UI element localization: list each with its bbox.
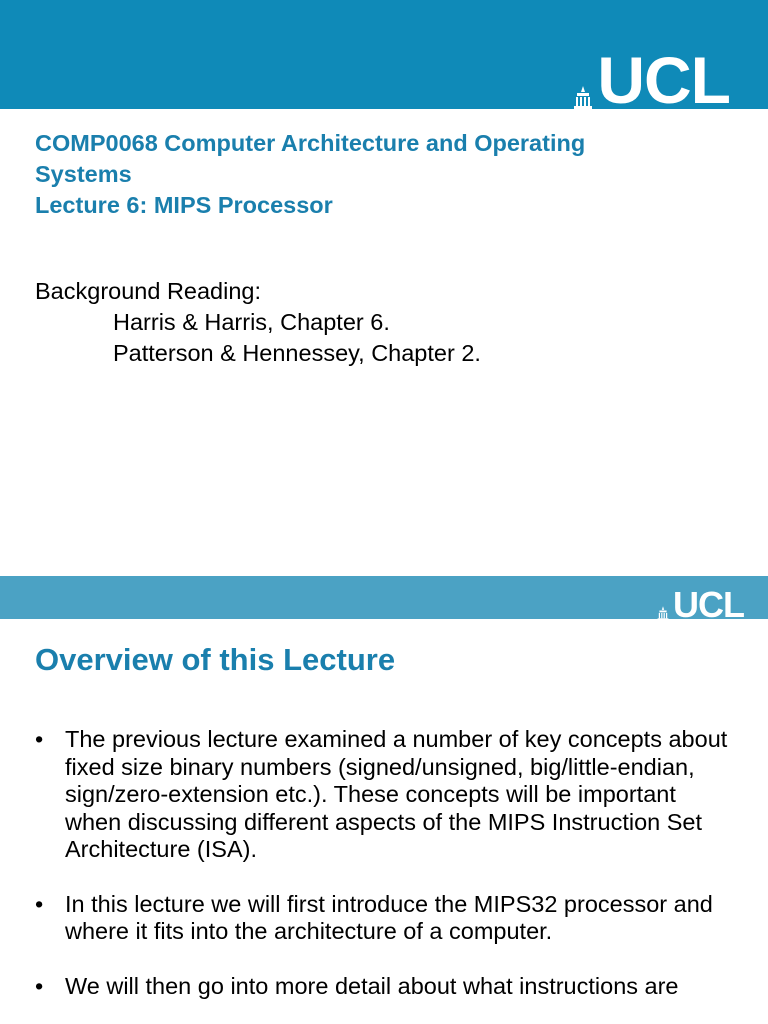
bullet-icon: •	[35, 890, 44, 917]
course-title-line-1: COMP0068 Computer Architecture and Operating	[35, 130, 586, 156]
logo-text: UCL	[597, 43, 730, 117]
background-reading	[35, 276, 481, 369]
bullet-list	[35, 726, 735, 1024]
reading-item: Patterson & Hennessey, Chapter 2.	[113, 340, 481, 366]
bullet-icon: •	[35, 972, 44, 999]
bullet-text: In this lecture we will first introduce the MIPS32 processor and where it fits into the architecture of a computer.	[65, 890, 713, 944]
bullet-item	[35, 973, 735, 1001]
ucl-logo	[573, 43, 730, 117]
reading-item: Harris & Harris, Chapter 6.	[113, 309, 390, 335]
lecture-title: Lecture 6: MIPS Processor	[35, 192, 333, 218]
bullet-icon: •	[35, 726, 44, 752]
bullet-text: We will then go into more detail about what instructions are	[65, 972, 679, 999]
ucl-logo	[657, 584, 744, 625]
slide-title: Overview of this Lecture	[35, 642, 396, 677]
bullet-item	[35, 726, 735, 864]
portico-icon	[573, 86, 593, 110]
overview-slide	[0, 576, 768, 1024]
reading-heading: Background Reading:	[35, 278, 262, 304]
logo-text: UCL	[673, 584, 744, 625]
bullet-item	[35, 891, 735, 946]
bullet-text: The previous lecture examined a number of key concepts about fixed size binary numbers (signed/unsigned, big/little-endian, sign/zero-extension etc.). These concepts will be important when discussing different aspects of the MIPS Instruction Set Architecture (ISA).	[65, 726, 728, 862]
slide-title	[35, 128, 715, 221]
portico-icon	[657, 606, 669, 621]
course-title-line-2: Systems	[35, 161, 132, 187]
header-banner	[0, 576, 768, 625]
